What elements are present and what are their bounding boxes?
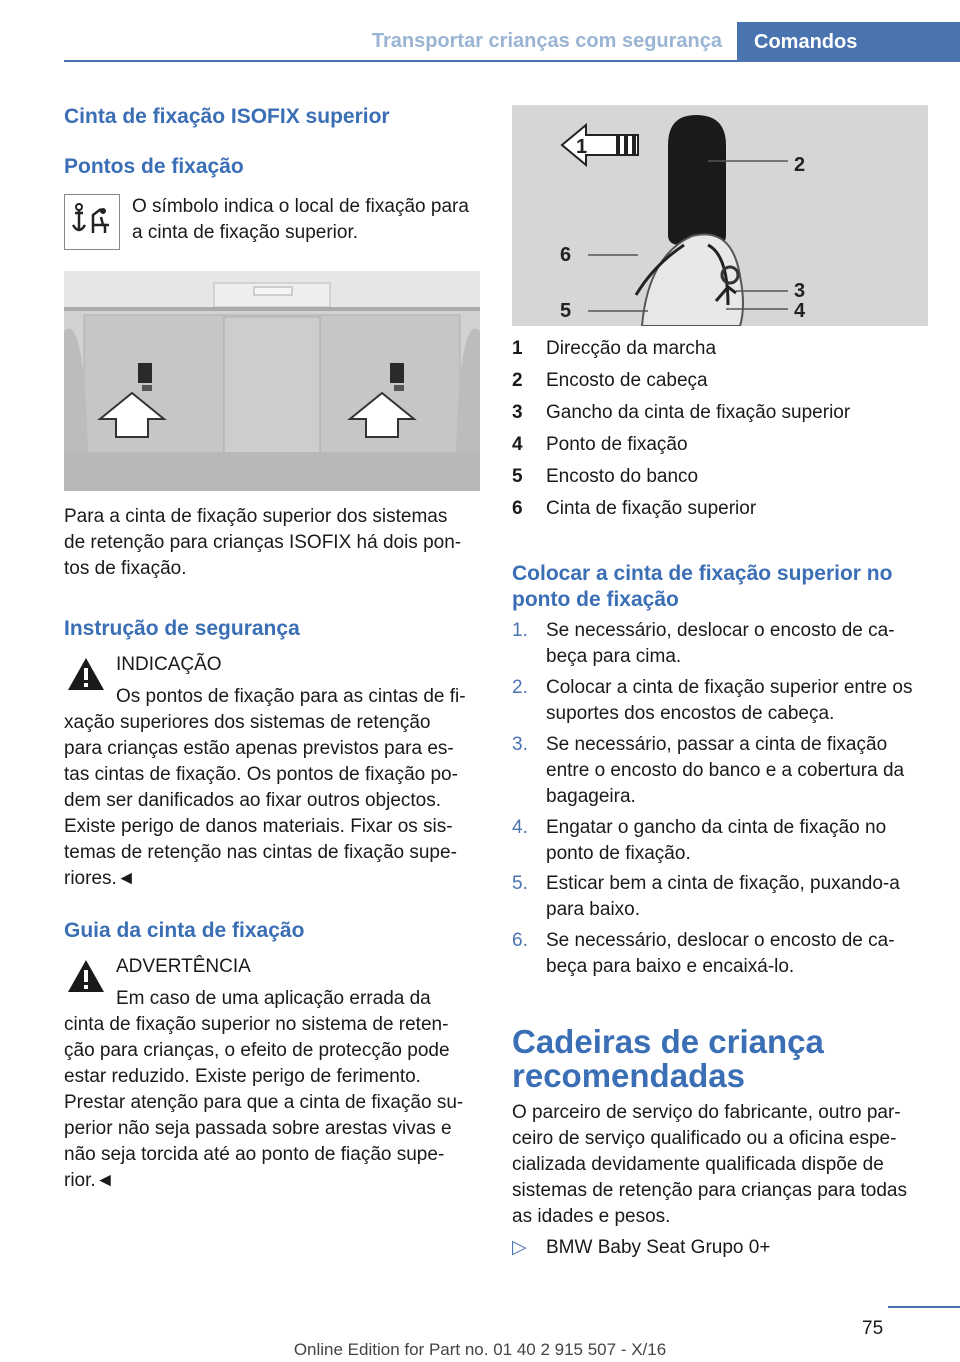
notice-line: Os pontos de fixação para as cintas de fi- bbox=[116, 686, 466, 707]
step-number: 1. bbox=[512, 620, 528, 641]
warning-line: estar reduzido. Existe perigo de ferimento. bbox=[64, 1066, 421, 1087]
bullet-text: BMW Baby Seat Grupo 0+ bbox=[546, 1237, 771, 1258]
symbol-description-line-2: a cinta de fixação superior. bbox=[132, 222, 359, 243]
chapter-heading: Cadeiras de criança bbox=[512, 1023, 824, 1060]
subheading-strap-guide: Guia da cinta de fixação bbox=[64, 919, 305, 942]
recommended-paragraph-line: O parceiro de serviço do fabricante, outro par- bbox=[512, 1102, 901, 1123]
notice-line: Existe perigo de danos materiais. Fixar os sis- bbox=[64, 816, 453, 837]
figure-label: 3 bbox=[794, 280, 806, 302]
warning-label: ADVERTÊNCIA bbox=[116, 956, 251, 977]
step-text: Esticar bem a cinta de fixação, puxando-a bbox=[546, 873, 900, 894]
legend-text: Cinta de fixação superior bbox=[546, 498, 757, 519]
figure-label: 5 bbox=[560, 300, 572, 322]
step-text: Se necessário, deslocar o encosto de ca- bbox=[546, 930, 895, 951]
legend-text: Gancho da cinta de fixação superior bbox=[546, 402, 851, 423]
symbol-description-line-1: O símbolo indica o local de fixação para bbox=[132, 196, 469, 217]
step-text: para baixo. bbox=[546, 899, 641, 920]
step-text: suportes dos encostos de cabeça. bbox=[546, 703, 835, 724]
step-number: 2. bbox=[512, 677, 528, 698]
figure-label: 2 bbox=[794, 154, 806, 176]
headrest-diagram bbox=[512, 105, 928, 326]
figure-label: 6 bbox=[560, 244, 572, 266]
legend-number: 4 bbox=[512, 434, 523, 455]
footer-rule bbox=[888, 1306, 960, 1308]
notice-line: tas cintas de fixação. Os pontos de fixação po- bbox=[64, 764, 458, 785]
notice-line: dem ser danificados ao fixar outros objectos. bbox=[64, 790, 442, 811]
legend-number: 3 bbox=[512, 402, 523, 423]
edition-footer: Online Edition for Part no. 01 40 2 915 507 - X/16 bbox=[293, 1340, 667, 1359]
subheading-procedure: Colocar a cinta de fixação superior no bbox=[512, 562, 893, 585]
warning-line: não seja torcida até ao ponto de fiação supe- bbox=[64, 1144, 445, 1165]
warning-line: Em caso de uma aplicação errada da bbox=[116, 988, 431, 1009]
step-text: Engatar o gancho da cinta de fixação no bbox=[546, 817, 887, 838]
recommended-paragraph-line: sistemas de retenção para crianças para todas bbox=[512, 1180, 907, 1201]
notice-line: xação superiores dos sistemas de retenção bbox=[64, 712, 431, 733]
warning-line: ção para crianças, o efeito de protecção pode bbox=[64, 1040, 450, 1061]
triangle-bullet-icon: ▷ bbox=[512, 1237, 527, 1258]
legend-number: 1 bbox=[512, 338, 523, 359]
anchor-paragraph-line-3: tos de fixação. bbox=[64, 558, 187, 579]
step-text: Se necessário, passar a cinta de fixação bbox=[546, 734, 888, 755]
step-number: 3. bbox=[512, 734, 528, 755]
header-rule bbox=[64, 60, 737, 62]
step-text: ponto de fixação. bbox=[546, 843, 691, 864]
recommended-paragraph-line: as idades e pesos. bbox=[512, 1206, 671, 1227]
warning-line: perior não seja passada sobre arestas vivas e bbox=[64, 1118, 452, 1139]
notice-label: INDICAÇÃO bbox=[116, 654, 222, 675]
legend-text: Ponto de fixação bbox=[546, 434, 688, 455]
anchor-paragraph-line-1: Para a cinta de fixação superior dos sistemas bbox=[64, 506, 448, 527]
trunk-anchor-photo bbox=[64, 271, 480, 491]
legend-text: Direcção da marcha bbox=[546, 338, 717, 359]
step-number: 6. bbox=[512, 930, 528, 951]
notice-line: para crianças estão apenas previstos para es- bbox=[64, 738, 454, 759]
step-text: beça para cima. bbox=[546, 646, 682, 667]
legend-text: Encosto de cabeça bbox=[546, 370, 708, 391]
step-text: Colocar a cinta de fixação superior entre os bbox=[546, 677, 913, 698]
recommended-paragraph-line: ceiro de serviço qualificado ou a oficina espe- bbox=[512, 1128, 897, 1149]
warning-line: rior.◄ bbox=[64, 1170, 115, 1191]
legend-number: 5 bbox=[512, 466, 523, 487]
step-text: bagageira. bbox=[546, 786, 636, 807]
notice-line: temas de retenção nas cintas de fixação supe- bbox=[64, 842, 457, 863]
section-title: Transportar crianças com segurança bbox=[371, 30, 722, 52]
section-heading: Cinta de fixação ISOFIX superior bbox=[64, 105, 390, 128]
page-number: 75 bbox=[862, 1318, 884, 1339]
anchor-paragraph-line-2: de retenção para crianças ISOFIX há dois pon- bbox=[64, 532, 462, 553]
step-text: entre o encosto do banco e a cobertura da bbox=[546, 760, 905, 781]
subheading-safety: Instrução de segurança bbox=[64, 617, 300, 640]
figure-label: 1 bbox=[576, 136, 588, 158]
page-header bbox=[0, 0, 960, 62]
isofix-anchor-icon bbox=[64, 194, 120, 250]
subheading-anchor-points: Pontos de fixação bbox=[64, 155, 244, 178]
step-number: 4. bbox=[512, 817, 528, 838]
warning-line: Prestar atenção para que a cinta de fixação su- bbox=[64, 1092, 464, 1113]
step-text: Se necessário, deslocar o encosto de ca- bbox=[546, 620, 895, 641]
legend-number: 2 bbox=[512, 370, 523, 391]
step-text: beça para baixo e encaixá-lo. bbox=[546, 956, 795, 977]
legend-number: 6 bbox=[512, 498, 523, 519]
recommended-paragraph-line: cializada devidamente qualificada dispõe de bbox=[512, 1154, 884, 1175]
notice-line: riores.◄ bbox=[64, 868, 136, 889]
figure-label: 4 bbox=[794, 300, 806, 322]
warning-line: cinta de fixação superior no sistema de reten- bbox=[64, 1014, 449, 1035]
chapter-tab: Comandos bbox=[737, 22, 960, 62]
subheading-procedure: ponto de fixação bbox=[512, 588, 679, 611]
legend-text: Encosto do banco bbox=[546, 466, 699, 487]
chapter-heading: recomendadas bbox=[512, 1057, 745, 1094]
step-number: 5. bbox=[512, 873, 528, 894]
